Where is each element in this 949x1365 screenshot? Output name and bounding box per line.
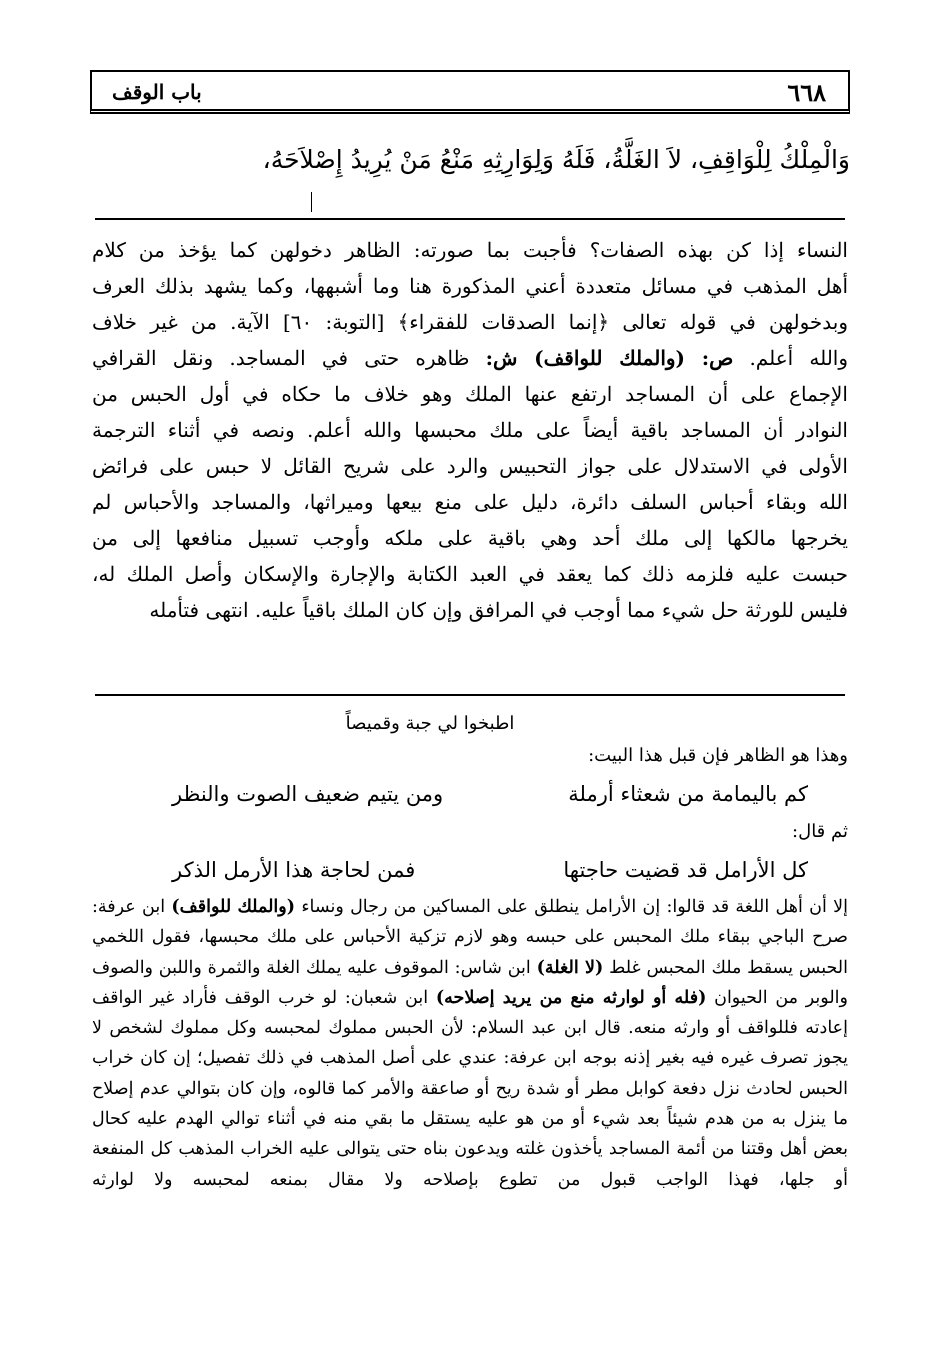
commentary-line: فليس للورثة حل شيء مما أوجب في المرافق وإن كان الملك باقياً عليه. انتهى فتأمله <box>149 598 848 622</box>
commentary-fragment: والله أعلم. <box>749 346 849 370</box>
footnote-fragment: كوابل مطر أو شدة ريح أو صاعقة والأمر كما قالوه، وإن كان بتوالي عدم إصلاح ما ينزل به <box>92 1078 848 1130</box>
commentary-line <box>92 340 848 376</box>
footnote-fragment: ابن عرفة: عندي على أصل المذهب في ذلك تفصيل؛ إن كان خراب الحبس لحادث نزل دفعة <box>92 1048 848 1099</box>
footnote-fragment: عليه يملك الغلة والثمرة واللبن والصوف والوبر من الحيوان <box>92 957 848 1008</box>
footnote-fragment: ملك محبسها، فقول اللخمي الحبس يسقط ملك المحبس غلط <box>92 927 848 978</box>
main-text: وَالْمِلْكُ لِلْوَاقِفِ، لاَ الغَلَّةُ، فَلَهُ وَلِوَارِثِهِ مَنْعُ مَنْ يُرِيدُ إِصْلاَحَهُ، <box>262 145 850 174</box>
footnote-fragment: السلام: لأن الحبس مملوك لمحبسه وكل مملوك لشخص لا يجوز تصرف غيره فيه بغير إذنه بوجه <box>92 1018 848 1069</box>
bold-label: (فله أو لوارثه منع من يريد إصلاحه) <box>435 987 707 1008</box>
footnote <box>92 708 848 1195</box>
commentary-line: الأولى في الاستدلال على جواز التحبيس والرد على شريح القائل لا حبس على فرائض <box>92 454 848 478</box>
verse-1 <box>92 772 848 816</box>
commentary-line: النوادر أن المساجد باقية أيضاً على ملك محبسها والله أعلم. ونصه في أثناء الترجمة <box>92 418 848 442</box>
separator-line <box>95 218 845 220</box>
commentary-line: النساء إذا كن بهذه الصفات؟ فأجبت بما صورته: الظاهر دخولهن كما يؤخذ من كلام <box>92 238 848 262</box>
page-header <box>90 70 850 114</box>
footnote-fragment: ابن شاس: الموقوف <box>383 957 531 978</box>
bold-label: (والملك <box>237 897 296 917</box>
footnote-fragment: من هدم شيئاً بعد شيء أو من هو عليه يستقل ما بقي منه في أثناء توالي الهدم عليه كحال <box>92 1109 765 1130</box>
bold-label: ص: (والملك للواقف) ش: <box>485 346 734 370</box>
footnote-fragment: إلا أن أهل اللغة قد قالوا: إن الأرامل ينطلق على المساكين من رجال ونساء <box>301 897 848 917</box>
footnote-fragment: ابن شعبان: لو خرب الوقف فأراد غير الواقف إعادته فللواقف أو وارثه منعه. قال ابن عبد <box>92 987 848 1039</box>
chapter-title: باب الوقف <box>112 80 202 104</box>
commentary-line: الله وبقاء أحباس السلف دائرة، دليل على منع بيعها وميراثها، والمساجد والأحباس لم <box>92 490 848 514</box>
bold-label: للواقف) <box>171 897 232 917</box>
separator-line <box>95 694 845 696</box>
commentary-fragment: ظاهره حتى في المساجد. ونقل القرافي <box>92 346 470 370</box>
footnote-opening-line: اطبخوا لي جبة وقميصاً <box>345 713 515 734</box>
commentary-line: وبدخولهن في قوله تعالى ﴿إنما الصدقات للفقراء﴾ [التوبة: ٦٠] الآية. من غير خلاف <box>92 310 848 334</box>
hemistich: كل الأرامل قد قضيت حاجتها <box>563 858 808 882</box>
hemistich: كم باليمامة من شعثاء أرملة <box>568 782 808 806</box>
bold-label: (لا الغلة) <box>536 957 604 978</box>
footnote-fragment: كل المنفعة أو جلها، فهذا الواجب قبول من تطوع بإصلاحه ولا مقال بمنعه لمحبسه ولا لوارثه <box>92 1139 849 1190</box>
footnote-fragment: بعض أهل وقتنا من أئمة المساجد يأخذون غلته ويدعون بناه حتى يتوالى عليه الخراب المذهب <box>178 1139 848 1160</box>
footnote-then-said: ثم قال: <box>792 821 848 842</box>
commentary <box>92 232 848 628</box>
commentary-line: أهل المذهب في مسائل متعددة أعني المذكورة هنا وما أشبهها، وكما يشهد بذلك العرف <box>92 274 849 298</box>
footnote-intro: وهذا هو الظاهر فإن قبل هذا البيت: <box>588 745 848 766</box>
commentary-line: الإجماع على أن المساجد ارتفع عنها الملك وهو خلاف ما حكاه في أول الحبس من <box>92 382 848 406</box>
commentary-line: يخرجها مالكها إلى ملك أحد وهي باقية على ملكه وأوجب تسبيل منافعها إلى من <box>92 526 848 550</box>
hemistich: فمن لحاجة هذا الأرمل الذكر <box>172 858 416 882</box>
column-mark <box>311 192 312 212</box>
commentary-line: حبست عليه فلزمه ذلك كما يعقد في العبد الكتابة والإجارة والإسكان وأصل الملك له، <box>92 562 848 586</box>
footnote-fragment: ابن عرفة: صرح الباجي ببقاء ملك المحبس على حبسه وهو لازم تزكية الأحباس على <box>92 897 848 948</box>
verse-2 <box>92 848 848 892</box>
footnote-body <box>92 892 848 1195</box>
page-number: ٦٦٨ <box>787 78 826 107</box>
hemistich: ومن يتيم ضعيف الصوت والنظر <box>172 782 444 806</box>
